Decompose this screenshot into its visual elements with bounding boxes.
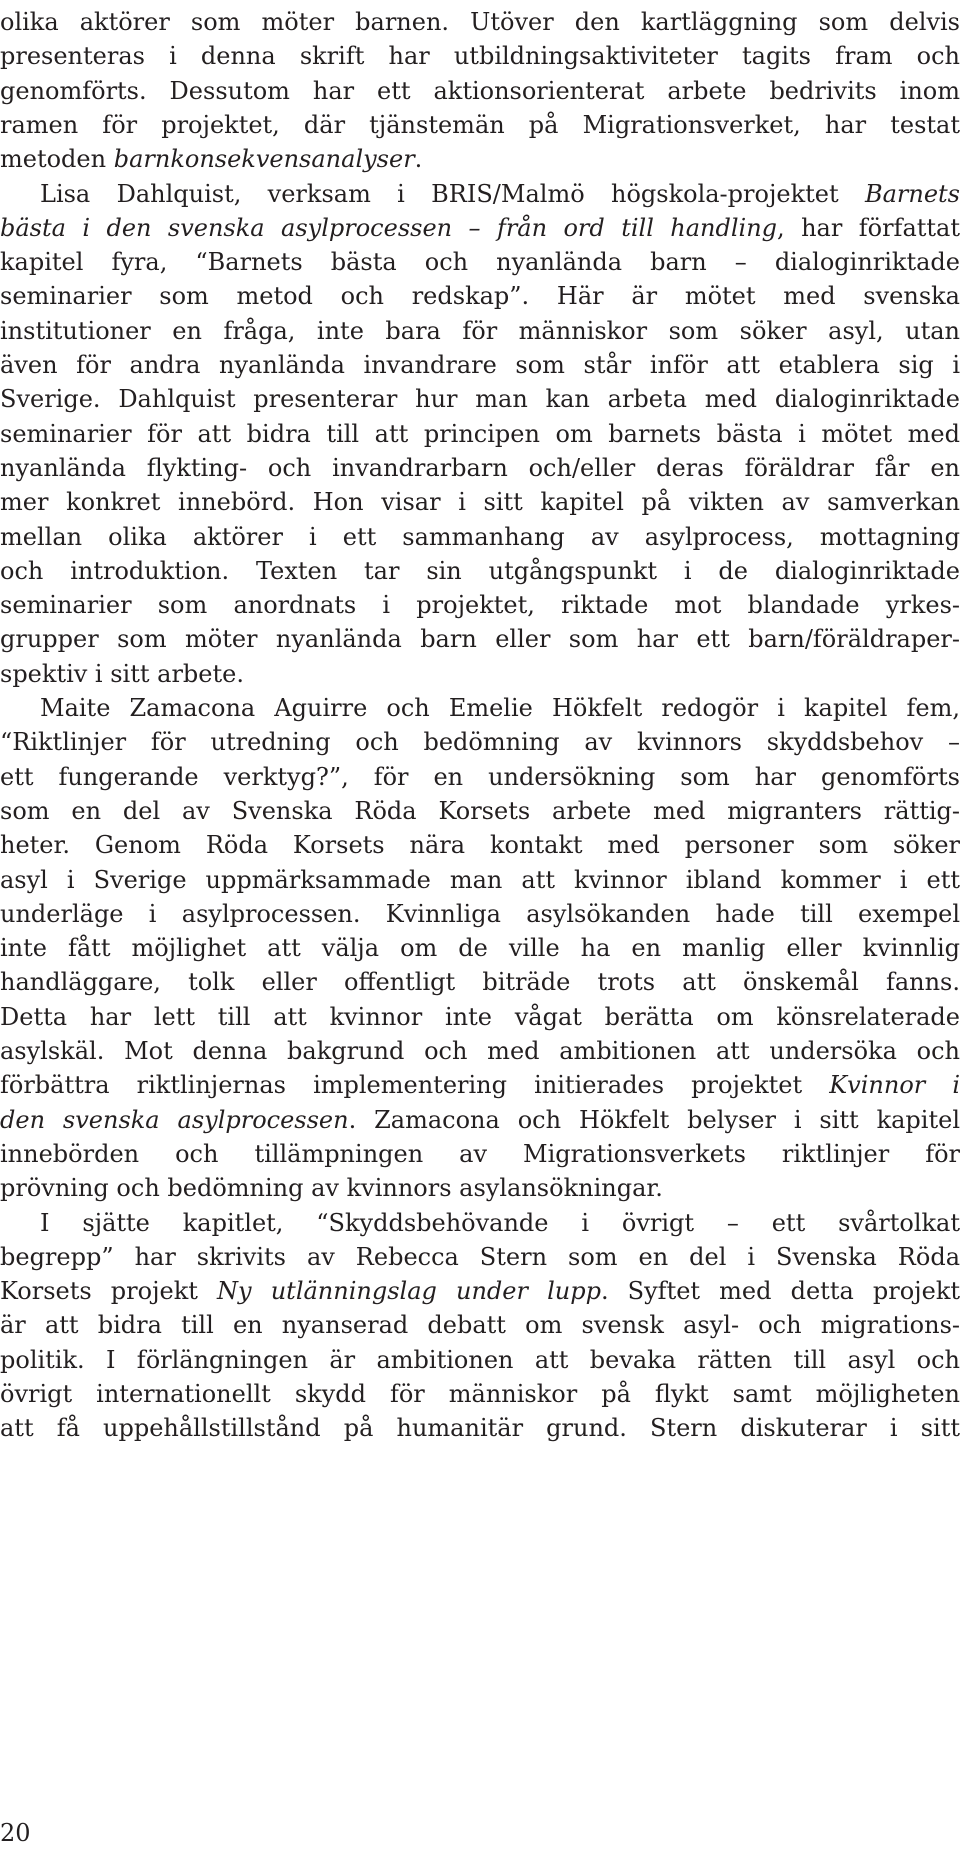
text-segment: .	[414, 145, 423, 174]
text-segment: Sverige. Dahlquist presenterar hur man kan arbeta med dialoginriktade	[0, 385, 960, 414]
text-segment: , har författat	[777, 213, 960, 242]
italic-text: barnkonsekvensanalyser	[113, 145, 415, 174]
italic-text: Barnets	[864, 179, 960, 208]
text-segment: politik. I förlängningen är ambitionen att bevaka rätten till asyl och	[0, 1345, 960, 1374]
text-segment: begrepp” har skrivits av Rebecca Stern som en del i Svenska Röda	[0, 1242, 960, 1271]
text-segment: prövning och bedömning av kvinnors asylansökningar.	[0, 1174, 663, 1203]
text-segment: . Syftet med detta projekt	[600, 1277, 960, 1306]
text-segment: . Zamacona och Hökfelt belyser i sitt kapitel	[348, 1105, 960, 1134]
text-segment: “Riktlinjer för utredning och bedömning av kvinnors skyddsbehov –	[0, 728, 960, 757]
text-line-content	[0, 1408, 960, 1448]
text-segment: kapitel fyra, “Barnets bästa och nyanlända barn – dialoginriktade	[0, 248, 960, 277]
text-segment: institutioner en fråga, inte bara för människor som söker asyl, utan	[0, 316, 960, 345]
text-segment: seminarier som metod och redskap”. Här är mötet med svenska	[0, 282, 960, 311]
page-number: 20	[0, 1819, 31, 1847]
text-segment: förbättra riktlinjernas implementering initierades projektet	[0, 1071, 830, 1100]
text-segment: som en del av Svenska Röda Korsets arbete med migranters rättig-	[0, 796, 960, 825]
text-segment: mellan olika aktörer i ett sammanhang av asylprocess, mottagning	[0, 522, 960, 551]
text-segment: ramen för projektet, där tjänstemän på Migrationsverket, har testat	[0, 110, 960, 139]
text-segment: olika aktörer som möter barnen. Utöver den kartläggning som delvis	[0, 8, 960, 36]
text-segment: Korsets projekt	[0, 1277, 218, 1306]
text-segment: nyanlända flykting- och invandrarbarn och/eller deras föräldrar får en	[0, 453, 960, 482]
text-segment: asylskäl. Mot denna bakgrund och med ambitionen att undersöka och	[0, 1037, 960, 1065]
text-segment: presenteras i denna skrift har utbildningsaktiviteter tagits fram och	[0, 42, 960, 71]
text-segment: Lisa Dahlquist, verksam i BRIS/Malmö högskola-projektet	[40, 179, 865, 208]
text-segment: asyl i Sverige uppmärksammade man att kvinnor ibland kommer i ett	[0, 865, 960, 894]
text-segment: ett fungerande verktyg?”, för en undersökning som har genomförts	[0, 762, 960, 791]
text-segment: genomförts. Dessutom har ett aktionsorienterat arbete bedrivits inom	[0, 76, 960, 105]
text-segment: övrigt internationellt skydd för människor på flykt samt möjligheten	[0, 1380, 960, 1408]
text-segment: metoden	[0, 145, 114, 174]
text-segment: seminarier för att bidra till att principen om barnets bästa i mötet med	[0, 419, 960, 448]
italic-text: bästa i den svenska asylprocessen – från ord till handling	[0, 213, 778, 242]
text-segment: och introduktion. Texten tar sin utgångspunkt i de dialoginriktade	[0, 556, 960, 585]
text-segment: även för andra nyanlända invandrare som står inför att etablera sig i	[0, 351, 960, 379]
text-segment: är att bidra till en nyanserad debatt om svensk asyl- och migrations-	[0, 1311, 960, 1340]
text-segment: mer konkret innebörd. Hon visar i sitt kapitel på vikten av samverkan	[0, 488, 960, 517]
text-segment: inte fått möjlighet att välja om de ville ha en manlig eller kvinnlig	[0, 934, 960, 963]
text-segment: att få uppehållstillstånd på humanitär grund. Stern diskuterar i sitt	[0, 1414, 960, 1443]
text-segment: heter. Genom Röda Korsets nära kontakt med personer som söker	[0, 831, 960, 860]
text-segment: seminarier som anordnats i projektet, riktade mot blandade yrkes-	[0, 591, 960, 620]
text-segment: innebörden och tillämpningen av Migrationsverkets riktlinjer för	[0, 1139, 960, 1168]
text-segment: spektiv i sitt arbete.	[0, 659, 244, 688]
text-segment: grupper som möter nyanlända barn eller som har ett barn/föräldraper-	[0, 625, 960, 654]
text-segment: handläggare, tolk eller offentligt biträde trots att önskemål fanns.	[0, 968, 960, 997]
text-line	[0, 1408, 960, 1448]
text-segment: underläge i asylprocessen. Kvinnliga asylsökanden hade till exempel	[0, 899, 960, 928]
text-segment: I sjätte kapitlet, “Skyddsbehövande i övrigt – ett svårtolkat	[40, 1208, 960, 1237]
text-segment: Maite Zamacona Aguirre och Emelie Hökfelt redogör i kapitel fem,	[40, 694, 960, 722]
italic-text: Ny utlänningslag under lupp	[217, 1277, 601, 1306]
text-segment: Detta har lett till att kvinnor inte vågat berätta om könsrelaterade	[0, 1002, 960, 1031]
italic-text: den svenska asylprocessen	[0, 1105, 349, 1134]
italic-text: Kvinnor i	[829, 1071, 960, 1100]
